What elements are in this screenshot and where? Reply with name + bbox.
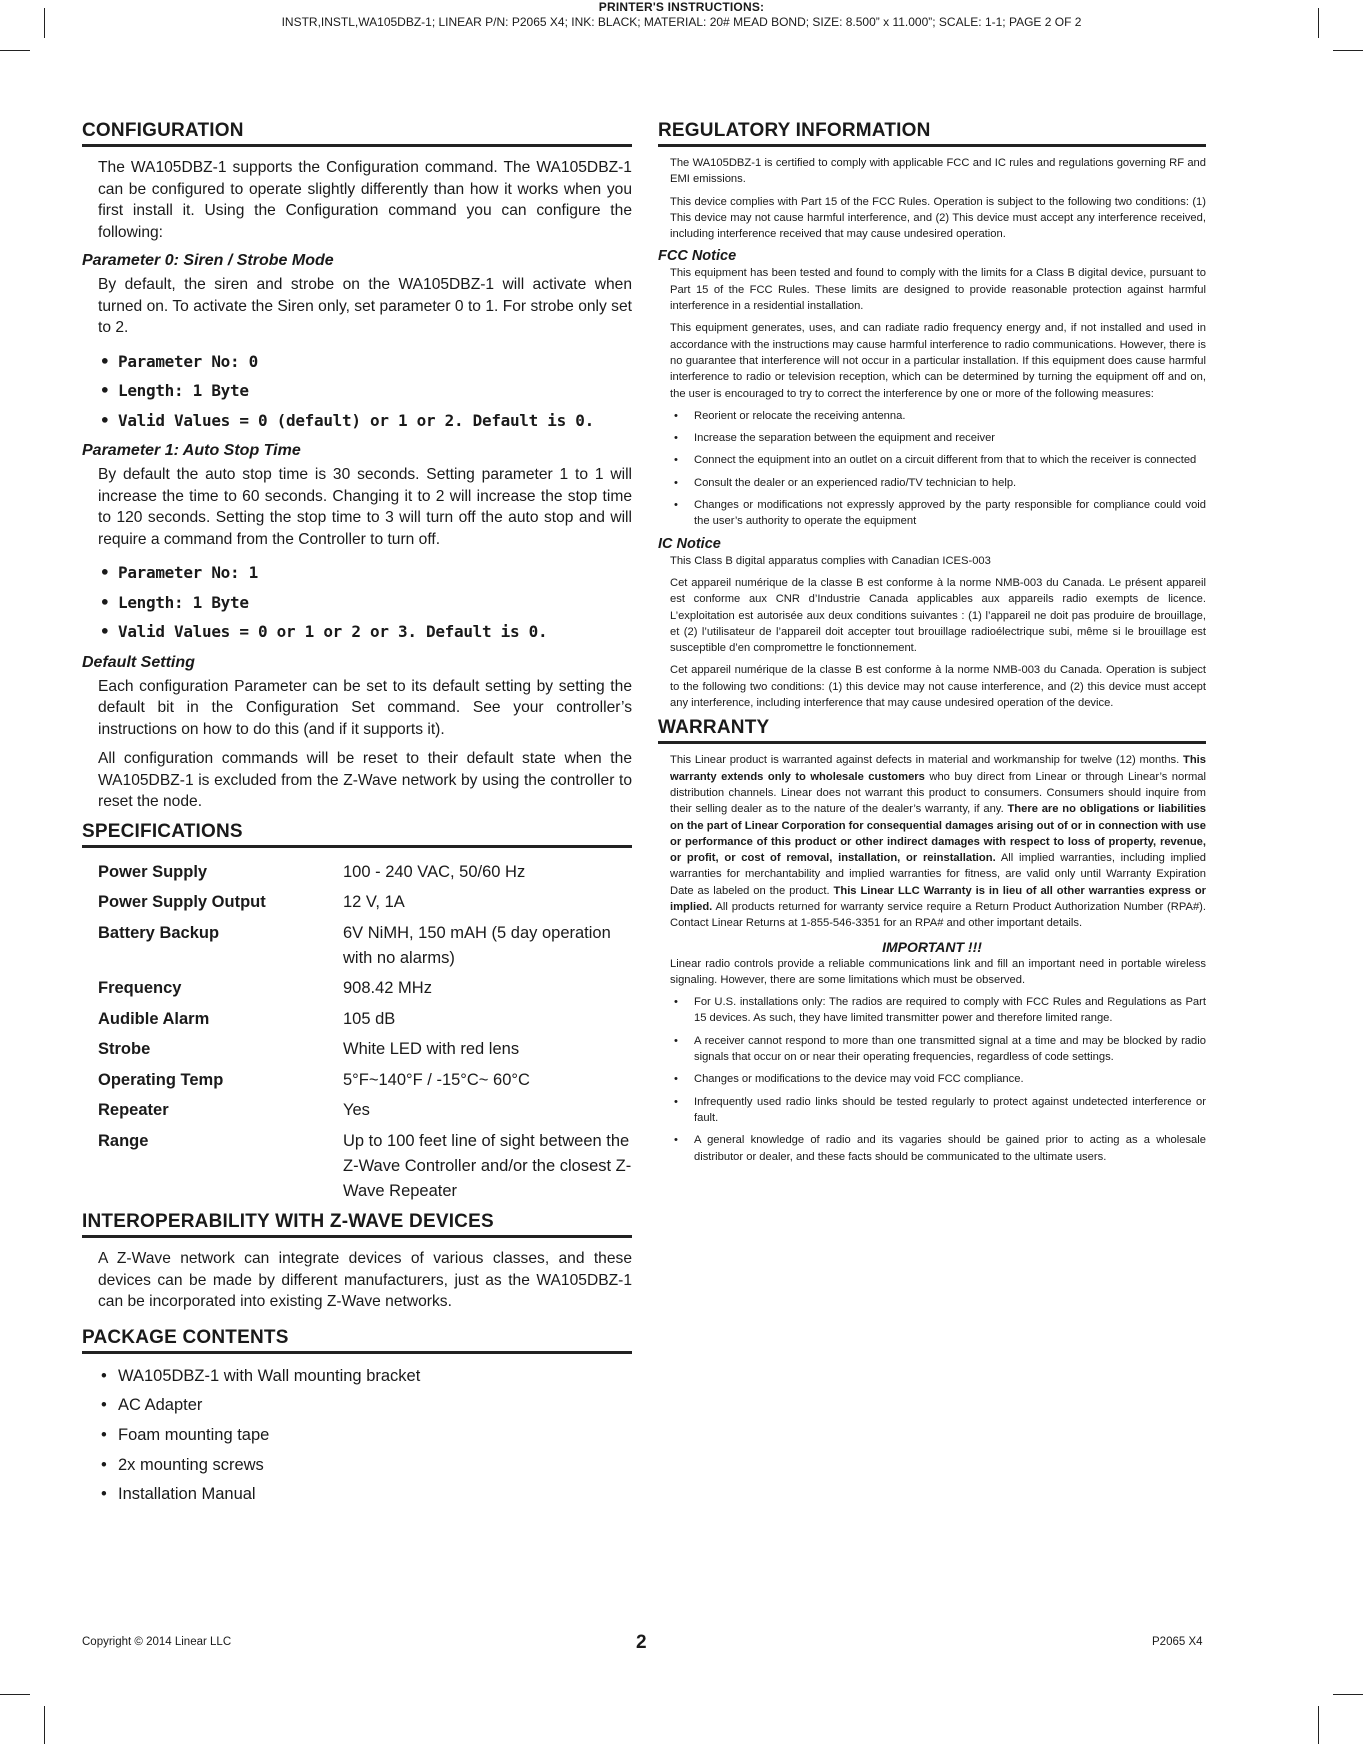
printer-line: INSTR,INSTL,WA105DBZ-1; LINEAR P/N: P2065 X4; INK: BLACK; MATERIAL: 20# MEAD BOND; SIZE: 8.500” x 11.000”; SCALE: 1-1; PAGE 2 OF 2 (281, 15, 1082, 29)
table-row (98, 858, 632, 889)
spec-value: White LED with red lens (343, 1040, 520, 1058)
fcc-list (670, 408, 1206, 530)
spec-value: 100 - 240 VAC, 50/60 Hz (343, 862, 526, 881)
spec-key: Operating Temp (98, 1070, 224, 1089)
specifications-table (98, 858, 632, 1208)
default-setting-text1: Each configuration Parameter can be set to its default setting by setting the default bit in the Configuration Set command. See your controller’s instructions on how to do this (and if it supports it). (98, 677, 632, 738)
list-item: • Changes or modifications to the device may void FCC compliance. (670, 1071, 1206, 1087)
list-item: • Length: 1 Byte (98, 588, 632, 618)
warranty-b2: There are no obligations or liabilities on the part of Linear Corporation for consequential damages arising out of or in connection with use or performance of this product or other indirect damages with respect to loss of property, revenue, or profit, or cost of removal, installation, or reinstallation. (670, 803, 1207, 865)
list-item: • A general knowledge of radio and its vagaries should be gained prior to acting as a wholesale distributor or dealer, and these facts should be communicated to the ultimate users. (670, 1132, 1206, 1165)
param1-title: Parameter 1: Auto Stop Time (82, 442, 301, 459)
spec-key: Frequency (98, 979, 182, 997)
crop-mark (1333, 1694, 1363, 1695)
spec-key: Audible Alarm (98, 1009, 210, 1028)
left-column (82, 120, 632, 1510)
list-item: • Parameter No: 1 (98, 558, 632, 588)
list-item: • Increase the separation between the equipment and receiver (670, 430, 1206, 446)
printer-title: PRINTER'S INSTRUCTIONS: (598, 0, 765, 14)
regulatory-p1: The WA105DBZ-1 is certified to comply with applicable FCC and IC rules and regulations governing RF and EMI emissions. (670, 157, 1206, 186)
spec-value: Yes (343, 1101, 370, 1119)
interoperability-heading: INTEROPERABILITY WITH Z-WAVE DEVICES (82, 1211, 632, 1238)
list-item: • Foam mounting tape (98, 1421, 632, 1451)
spec-value: 12 V, 1A (343, 893, 405, 911)
default-setting-text2: All configuration commands will be reset to their default state when the WA105DBZ-1 is excluded from the Z-Wave network by using the controller to reset the node. (98, 750, 632, 810)
table-row (98, 1066, 632, 1097)
list-item: • Parameter No: 0 (98, 347, 632, 377)
list-item: • Consult the dealer or an experienced radio/TV technician to help. (670, 475, 1206, 491)
ic-p2: Cet appareil numérique de la classe B est conforme à la norme NMB-003 du Canada. Le présent appareil est conforme aux CNR d’Industrie Canada applicables aux appareils radio exempts de licence. L’exploitation est autorisée aux deux conditions suivantes : (1) l’appareil ne doit pas produire de brouillage, et (2) l’utilisateur de l’appareil doit accepter tout brouillage radioélectrique subi, même si le brouillage est susceptible d’en compromettre le fonctionnement. (670, 576, 1206, 655)
ic-p3: Cet appareil numérique de la classe B est conforme à la norme NMB-003 du Canada. Operation is subject to the following two conditions: (1) this device may not cause interference, and (2) this device must accept any interference, including interference that may cause undesired operation of the device. (670, 664, 1206, 710)
spec-value: Up to 100 feet line of sight between the Z-Wave Controller and/or the closest Z-Wave Repeater (343, 1131, 632, 1200)
spec-key: Power Supply (98, 862, 208, 881)
table-row (98, 888, 632, 919)
footer-part-number: P2065 X4 (1152, 1636, 1203, 1648)
warranty-s2: who buy direct from Linear or through Linear’s normal distribution channels. Linear does not warrant this product to consumers. Consumers should inquire from their selling dealer as to the nature of the dealer’s warranty, if any. (670, 770, 1207, 816)
list-item: • For U.S. installations only: The radios are required to comply with FCC Rules and Regulations as Part 15 devices. As such, they have limited transmitter power and therefore limited range. (670, 994, 1206, 1027)
warranty-heading: WARRANTY (658, 717, 1206, 744)
list-item: • Changes or modifications not expressly approved by the party responsible for compliance could void the user’s authority to operate the equipment (670, 497, 1206, 530)
warranty-text (670, 752, 1206, 931)
table-row (98, 974, 632, 1005)
spec-key: Battery Backup (98, 923, 220, 942)
list-item: • 2x mounting screws (98, 1451, 632, 1481)
configuration-intro: The WA105DBZ-1 supports the Configuration command. The WA105DBZ-1 can be configured to operate slightly differently than how it works when you first install it. Using the Configuration command you can configure the following: (98, 159, 632, 241)
regulatory-p2: This device complies with Part 15 of the FCC Rules. Operation is subject to the following two conditions: (1) This device may not cause harmful interference, and (2) This device must accept any interference received, including interference received that may cause undesired operation. (670, 195, 1206, 241)
crop-mark (0, 50, 30, 51)
important-text: Linear radio controls provide a reliable communications link and fill an important need in portable wireless signaling. However, there are some limitations which must be observed. (670, 957, 1206, 986)
specifications-heading: SPECIFICATIONS (82, 821, 632, 848)
table-row (98, 1096, 632, 1127)
spec-key: Repeater (98, 1101, 169, 1119)
important-title: IMPORTANT !!! (882, 938, 982, 955)
package-heading: PACKAGE CONTENTS (82, 1327, 632, 1354)
spec-key: Range (98, 1131, 149, 1150)
important-list (670, 994, 1206, 1165)
table-row (98, 1127, 632, 1208)
list-item: • Infrequently used radio links should be tested regularly to protect against undetected interference or fault. (670, 1094, 1206, 1127)
spec-key: Strobe (98, 1040, 151, 1058)
warranty-s1: This Linear product is warranted against defects in material and workmanship for twelve (12) months. (670, 754, 1180, 767)
list-item: • WA105DBZ-1 with Wall mounting bracket (98, 1362, 632, 1392)
warranty-s4: All products returned for warranty service require a Return Product Authorization Number (RPA#). Contact Linear Returns at 1-855-546-3351 for an RPA# and other important details. (670, 900, 1206, 930)
warranty-b3: This Linear LLC Warranty is in lieu of all other warranties express or implied. (670, 884, 1207, 913)
interoperability-text: A Z-Wave network can integrate devices of various classes, and these devices can be made by different manufacturers, just as the WA105DBZ-1 can be incorporated into existing Z-Wave networks. (98, 1250, 632, 1310)
fcc-title: FCC Notice (658, 248, 737, 265)
list-item: • Valid Values = 0 or 1 or 2 or 3. Default is 0. (98, 617, 632, 647)
param0-title: Parameter 0: Siren / Strobe Mode (82, 252, 334, 269)
list-item: • Length: 1 Byte (98, 376, 632, 406)
configuration-heading: CONFIGURATION (82, 120, 632, 147)
warranty-s3: All implied warranties, including implied warranties for merchantability and implied warranties for fitness, are valid only until Warranty Expiration Date as labeled on the product. (670, 852, 1207, 897)
list-item: • Connect the equipment into an outlet on a circuit different from that to which the receiver is connected (670, 452, 1206, 468)
crop-mark (44, 1706, 45, 1744)
param0-text: By default, the siren and strobe on the WA105DBZ-1 will activate when turned on. To activate the Siren only, set parameter 0 to 1. For strobe only set to 2. (98, 276, 632, 336)
crop-mark (1333, 50, 1363, 51)
spec-value: 105 dB (343, 1009, 396, 1028)
spec-value: 908.42 MHz (343, 979, 432, 997)
ic-title: IC Notice (658, 535, 721, 552)
list-item: • AC Adapter (98, 1391, 632, 1421)
right-column (658, 120, 1206, 1171)
default-setting-title: Default Setting (82, 653, 195, 671)
list-item: • Valid Values = 0 (default) or 1 or 2. Default is 0. (98, 406, 632, 436)
table-row (98, 1005, 632, 1036)
param1-text: By default the auto stop time is 30 seconds. Setting parameter 1 to 1 will increase the time to 60 seconds. Changing it to 2 will increase the stop time to 120 seconds. Setting the stop time to 3 will turn off the auto stop and will require a command from the Controller to turn off. (98, 466, 632, 548)
spec-value: 6V NiMH, 150 mAH (5 day operation with no alarms) (343, 923, 611, 967)
regulatory-heading: REGULATORY INFORMATION (658, 120, 1206, 147)
spec-key: Power Supply Output (98, 893, 266, 911)
param1-list (98, 558, 632, 647)
warranty-b1: This warranty extends only to wholesale customers (670, 754, 1206, 783)
list-item: • A receiver cannot respond to more than one transmitted signal at a time and may be blocked by radio signals that occur on or near their operating frequencies, regardless of code settings. (670, 1033, 1206, 1066)
list-item: • Installation Manual (98, 1480, 632, 1510)
param0-list (98, 347, 632, 436)
table-row (98, 919, 632, 975)
list-item: • Reorient or relocate the receiving antenna. (670, 408, 1206, 424)
table-row (98, 1035, 632, 1066)
ic-p1: This Class B digital apparatus complies with Canadian ICES-003 (670, 554, 991, 567)
crop-mark (1318, 1706, 1319, 1744)
footer-page-number: 2 (636, 1632, 647, 1653)
fcc-p1: This equipment has been tested and found to comply with the limits for a Class B digital device, pursuant to Part 15 of the FCC Rules. These limits are designed to provide reasonable protection against harmful interference in a residential installation. (670, 267, 1206, 313)
footer-copyright: Copyright © 2014 Linear LLC (82, 1636, 232, 1648)
spec-value: 5°F~140°F / -15°C~ 60°C (343, 1070, 530, 1089)
printer-instructions (0, 0, 1363, 30)
fcc-p2: This equipment generates, uses, and can radiate radio frequency energy and, if not installed and used in accordance with the instructions may cause harmful interference to radio communications. However, there is no guarantee that interference will not occur in a particular installation. If this equipment does cause harmful interference to radio or television reception, which can be determined by turning the equipment off and on, the user is encouraged to try to correct the interference by one or more of the following measures: (670, 322, 1207, 400)
package-list (98, 1362, 632, 1511)
crop-mark (0, 1694, 30, 1695)
